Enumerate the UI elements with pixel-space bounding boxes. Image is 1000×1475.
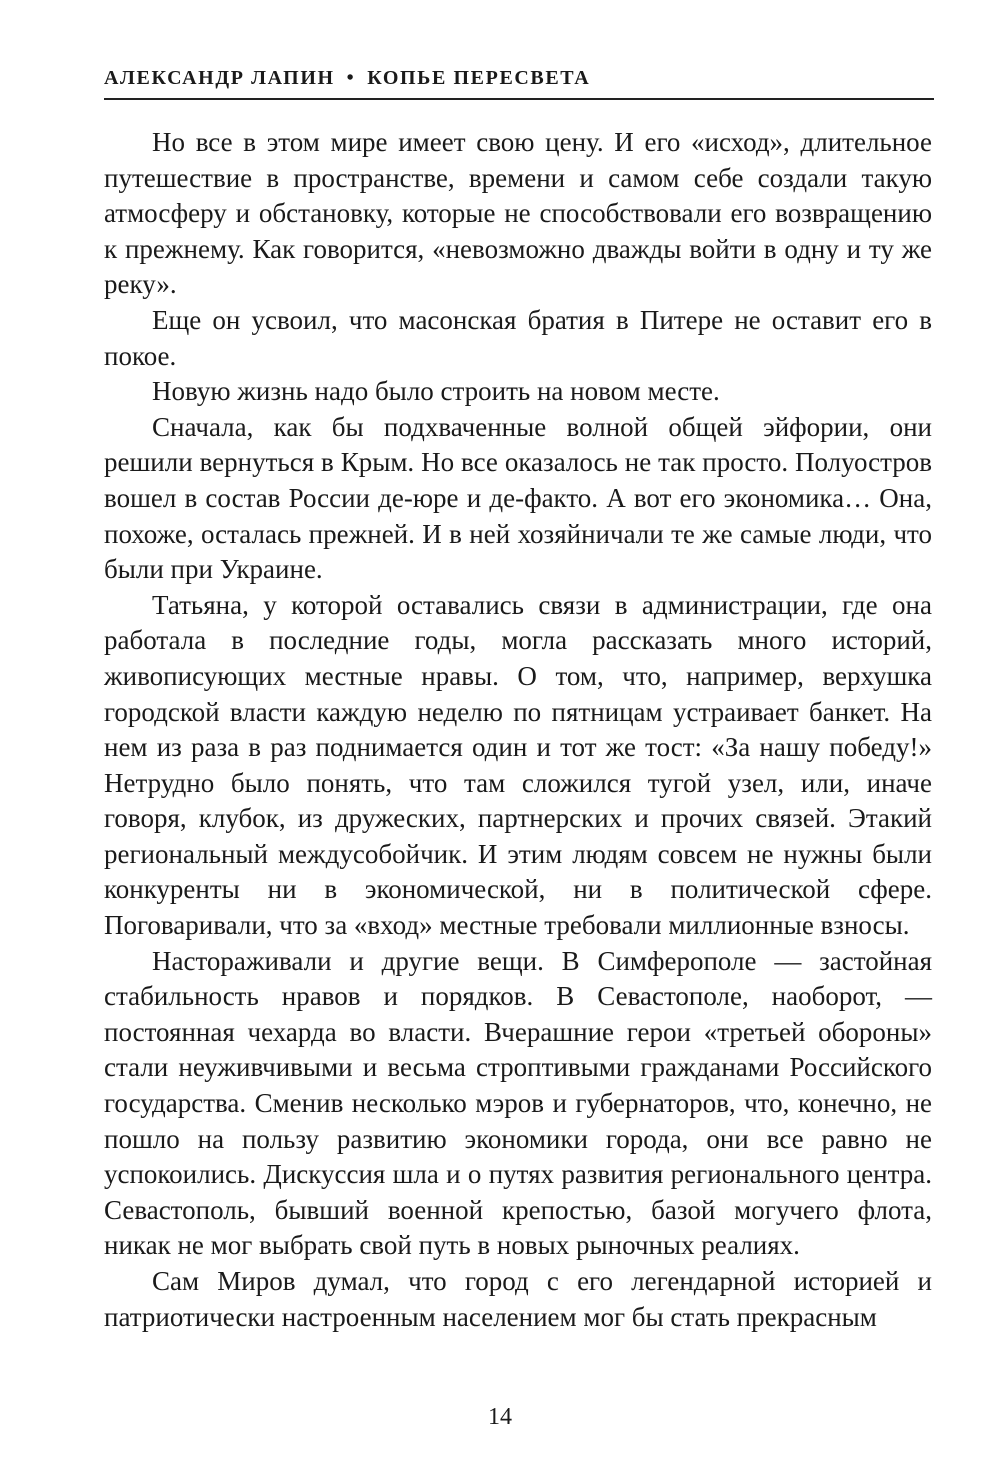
paragraph-5: Татьяна, у которой оставались связи в администрации, где она работала в последние годы, могла рассказать много историй, живописующих местные нравы. О том, что, например, верхушка городской власти каждую неделю по пятницам устраивает банкет. На нем из раза в раз поднимается один и тот же тост: «За нашу победу!» Нетрудно было понять, что там сложился тугой узел, или, иначе говоря, клубок, из дружеских, партнерских и прочих связей. Этакий региональный междусобойчик. И этим людям совсем не нужны были конкуренты ни в экономической, ни в политической сфере. Поговаривали, что за «вход» местные требовали миллионные взносы. [104, 589, 932, 941]
book-title: КОПЬЕ ПЕРЕСВЕТА [367, 67, 591, 89]
paragraph-4: Сначала, как бы подхваченные волной общей эйфории, они решили вернуться в Крым. Но все оказалось не так просто. Полуостров вошел в состав России де-юре и де-факто. А вот его экономика… Она, похоже, осталась прежней. И в ней хозяйничали те же самые люди, что были при Украине. [104, 411, 932, 585]
bullet-separator: • [346, 67, 356, 89]
page-number: 14 [488, 1404, 512, 1430]
paragraph-7: Сам Миров думал, что город с его легендарной историей и патриотически настроенным населением мог бы стать прекрасным [104, 1266, 932, 1332]
paragraph-1: Но все в этом мире имеет свою цену. И его «исход», длительное путешествие в пространстве, времени и самом себе создали такую атмосферу и обстановку, которые не способствовали его возвращению к прежнему. Как говорится, «невозможно дважды войти в одну и ту же реку». [104, 127, 932, 300]
running-head [104, 64, 934, 100]
header-rule [104, 98, 934, 100]
author-name: АЛЕКСАНДР ЛАПИН [104, 67, 335, 89]
body-text [104, 125, 932, 1335]
paragraph-6: Настораживали и другие вещи. В Симферополе — застойная стабильность нравов и порядков. В Севастополе, наоборот, — постоянная чехарда во власти. Вчерашние герои «третьей обороны» стали неуживчивыми и весьма строптивыми гражданами Российского государства. Сменив несколько мэров и губернаторов, что, конечно, не пошло на пользу развитию экономики города, они все равно не успокоились. Дискуссия шла и о путях развития регионального центра. Севастополь, бывший военной крепостью, базой могучего флота, никак не мог выбрать свой путь в новых рыночных реалиях. [104, 945, 932, 1261]
paragraph-2: Еще он усвоил, что масонская братия в Питере не оставит его в покое. [104, 304, 932, 371]
paragraph-3: Новую жизнь надо было строить на новом месте. [152, 376, 720, 407]
